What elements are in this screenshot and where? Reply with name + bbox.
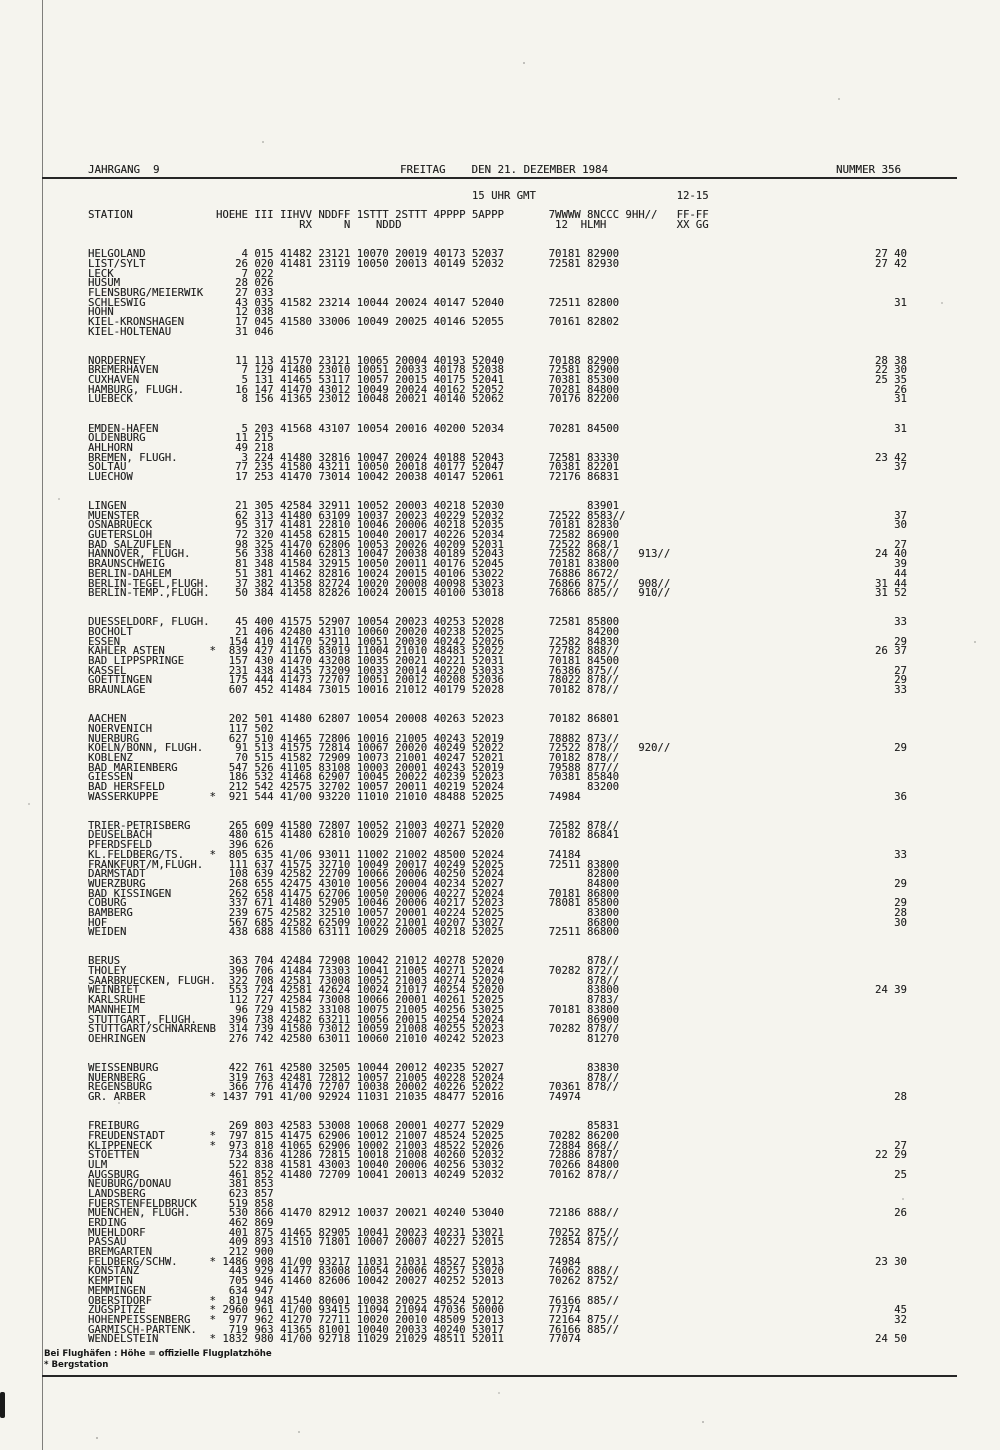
blank-line bbox=[88, 231, 907, 241]
table-row: HOF 567 685 42582 62509 10022 21001 40207 53027 86800 30 bbox=[88, 916, 907, 929]
table-row: STOETTEN 734 836 41286 72815 10018 21008 40260 52032 72886 8787/ 22 29 bbox=[88, 1149, 907, 1162]
table-row: WEINBIET 553 724 42581 42624 10024 21017 40254 52020 83800 24 39 bbox=[88, 984, 907, 997]
table-row: BRAUNLAGE 607 452 41484 73015 10016 21012 40179 52028 70182 878// 33 bbox=[88, 684, 907, 697]
masthead-rule bbox=[42, 177, 957, 179]
table-row: PASSAU 409 893 41510 71801 10007 20007 40227 52015 72854 875// bbox=[88, 1236, 620, 1249]
station-group bbox=[88, 1122, 907, 1345]
table-row: FUERSTENFELDBRUCK 519 858 bbox=[88, 1197, 274, 1210]
table-row: ZUGSPITZE * 2960 961 41/00 93415 11094 21094 47036 50000 77374 45 bbox=[88, 1304, 907, 1317]
table-row: BAD LIPPSPRINGE 157 430 41470 43208 10035 20021 40221 52031 70181 84500 bbox=[88, 655, 620, 668]
table-row: FREIBURG 269 803 42583 53008 10068 20001 40277 52029 85831 bbox=[88, 1120, 620, 1133]
table-row: TRIER-PETRISBERG 265 609 41580 72807 10052 21003 40271 52020 72582 878// bbox=[88, 819, 620, 832]
table-row: BAD SALZUFLEN 98 325 41470 62806 10053 20026 40209 52031 72522 868/1 27 bbox=[88, 538, 907, 551]
table-row: OLDENBURG 11 215 bbox=[88, 432, 274, 445]
table-row: FREUDENSTADT * 797 815 41475 62906 10012 21007 48524 52025 70282 86200 bbox=[88, 1129, 620, 1142]
table-row: LUEBECK 8 156 41365 23012 10048 20021 40140 52062 70176 82200 31 bbox=[88, 393, 907, 406]
table-row: SCHLESWIG 43 035 41582 23214 10044 20024 40147 52040 72511 82800 31 bbox=[88, 296, 907, 309]
masthead-date-label: FREITAG DEN 21. DEZEMBER 1984 bbox=[400, 163, 609, 176]
table-row: HANNOVER, FLUGH. 56 338 41460 62813 10047 20038 40189 52043 72582 868// 913// 24 40 bbox=[88, 548, 907, 561]
table-row: FLENSBURG/MEIERWIK 27 033 bbox=[88, 286, 274, 299]
table-row: BERLIN-DAHLEM 51 381 41462 82816 10024 20015 40106 53022 76886 8672/ 44 bbox=[88, 567, 907, 580]
bottom-rule bbox=[42, 1375, 957, 1377]
table-row: KONSTANZ 443 929 41477 83008 10054 20006 40257 53020 76062 888// bbox=[88, 1265, 620, 1278]
station-group bbox=[88, 502, 907, 599]
table-row: MUEHLDORF 401 875 41465 82905 10041 20023 40231 53021 70252 875// bbox=[88, 1226, 620, 1239]
table-row: HUSUM 28 026 bbox=[88, 277, 274, 290]
table-row: HOHENPEISSENBERG * 977 962 41270 72711 10020 20010 48509 52013 72164 875// 32 bbox=[88, 1313, 907, 1326]
table-row: DEUSELBACH 480 615 41480 62810 10029 21007 40267 52020 70182 86841 bbox=[88, 829, 620, 842]
scan-noise-specks bbox=[0, 0, 2, 2]
table-row: FELDBERG/SCHW. * 1486 908 41/00 93217 11031 21031 48527 52013 74984 23 30 bbox=[88, 1255, 907, 1268]
table-row: KLIPPENECK * 973 818 41065 62906 10002 21003 48522 52026 72884 868// 27 bbox=[88, 1139, 907, 1152]
station-group bbox=[88, 715, 907, 802]
scan-left-edge-line bbox=[42, 0, 43, 1450]
station-groups bbox=[88, 250, 907, 1345]
table-row: COBURG 337 671 41480 52905 10046 20006 40217 52023 78081 85800 29 bbox=[88, 897, 907, 910]
station-group bbox=[88, 1064, 907, 1103]
table-row: KIEL-HOLTENAU 31 046 bbox=[88, 325, 274, 338]
table-row: OBERSTDORF * 810 948 41540 80601 10038 20025 48524 52012 76166 885// bbox=[88, 1294, 620, 1307]
table-row: BREMGARTEN 212 900 bbox=[88, 1246, 274, 1259]
table-row: AUGSBURG 461 852 41480 72709 10041 20013 40249 52032 70162 878// 25 bbox=[88, 1168, 907, 1181]
table-row: GUETERSLOH 72 320 41458 62815 10040 20017 40226 52034 72582 86900 bbox=[88, 529, 620, 542]
masthead bbox=[0, 163, 1000, 175]
table-row: BRAUNSCHWEIG 81 348 41584 32915 10050 20011 40176 52045 70181 83800 39 bbox=[88, 558, 907, 571]
table-row: KL.FELDBERG/TS. * 805 635 41/06 93011 11002 21002 48500 52024 74184 33 bbox=[88, 848, 907, 861]
station-group bbox=[88, 422, 907, 483]
table-row: MUENSTER 62 313 41480 63109 10037 20023 40229 52032 72522 8583// 37 bbox=[88, 509, 907, 522]
footer-note-bergstation: * Bergstation bbox=[44, 1360, 109, 1370]
table-row: KAHLER ASTEN * 839 427 41165 83019 11004 21010 48483 52022 72782 888// 26 37 bbox=[88, 645, 907, 658]
table-row: NUERBURG 627 510 41465 72806 10016 21005 40243 52019 78882 873// bbox=[88, 732, 620, 745]
station-group bbox=[88, 250, 907, 337]
table-row: EMDEN-HAFEN 5 203 41568 43107 10054 20016 40200 52034 70281 84500 31 bbox=[88, 422, 907, 435]
table-row: OEHRINGEN 276 742 42580 63011 10060 21010 40242 52023 81270 bbox=[88, 1032, 620, 1045]
station-group bbox=[88, 957, 907, 1044]
scan-edge-blotch bbox=[0, 1392, 5, 1418]
table-row: HOHN 12 038 bbox=[88, 306, 274, 319]
table-row: DUESSELDORF, FLUGH. 45 400 41575 52907 10054 20023 40253 52028 72581 85800 33 bbox=[88, 616, 907, 629]
table-row: NORDERNEY 11 113 41570 23121 10065 20004 40193 52040 70188 82900 28 38 bbox=[88, 354, 907, 367]
table-row: BAMBERG 239 675 42582 32510 10057 20001 40224 52025 83800 28 bbox=[88, 906, 907, 919]
column-header-line1: STATION HOEHE III IIHVV NDDFF 1STTT 2STTT 4PPPP 5APPP 7WWWW 8NCCC 9HH// FF-FF bbox=[88, 209, 709, 222]
table-row: WUERZBURG 268 655 42475 43010 10056 20004 40234 52027 84800 29 bbox=[88, 877, 907, 890]
table-row: REGENSBURG 366 776 41470 72707 10038 20002 40226 52022 70361 878// bbox=[88, 1081, 620, 1094]
table-row: WEIDEN 438 688 41580 63111 10029 20005 40218 52025 72511 86800 bbox=[88, 926, 620, 939]
table-row: LINGEN 21 305 42584 32911 10052 20003 40218 52030 83901 bbox=[88, 500, 620, 513]
table-row: KARLSRUHE 112 727 42584 73008 10066 20001 40261 52025 8783/ bbox=[88, 994, 620, 1007]
table-row: BERLIN-TEMP.,FLUGH. 50 384 41458 82826 10024 20015 40100 53018 76866 885// 910// 31 52 bbox=[88, 587, 907, 600]
table-row: STUTTGART, FLUGH. 396 738 42482 63211 10056 20015 40254 52024 86900 bbox=[88, 1013, 620, 1026]
station-group bbox=[88, 819, 907, 939]
table-row: BERLIN-TEGEL,FLUGH. 37 382 41358 82724 10020 20008 40098 53023 76866 875// 908// 31 44 bbox=[88, 577, 907, 590]
station-group bbox=[88, 618, 907, 696]
table-row: GIESSEN 186 532 41468 62907 10045 20022 40239 52023 70381 85840 bbox=[88, 771, 620, 784]
table-row: KOELN/BONN, FLUGH. 91 513 41575 72814 10067 20020 40249 52022 72522 878// 920// 29 bbox=[88, 742, 907, 755]
table-row: AHLHORN 49 218 bbox=[88, 441, 274, 454]
table-row: HAMBURG, FLUGH. 16 147 41470 43012 10049 20024 40162 52052 70281 84800 26 bbox=[88, 383, 907, 396]
table-row: ULM 522 838 41581 43003 10040 20006 40256 53032 70266 84800 bbox=[88, 1158, 620, 1171]
table-row: OSNABRUECK 95 317 41481 22810 10046 20006 40218 52035 70181 82830 30 bbox=[88, 519, 907, 532]
station-group bbox=[88, 354, 907, 406]
table-row: BAD MARIENBERG 547 526 41105 83108 10003 20001 40243 52019 79588 877// bbox=[88, 761, 620, 774]
table-row: STUTTGART/SCHNARRENB 314 739 41580 73012 10059 21008 40255 52023 70282 878// bbox=[88, 1023, 620, 1036]
table-row: KASSEL 231 438 41435 73209 10033 20014 40220 53033 76386 875// 27 bbox=[88, 664, 907, 677]
table-row: BREMEN, FLUGH. 3 224 41480 32816 10047 20024 40188 52043 72581 83330 23 42 bbox=[88, 451, 907, 464]
table-row: MUENCHEN, FLUGH. 530 866 41470 82912 10037 20021 40240 53040 72186 888// 26 bbox=[88, 1207, 907, 1220]
table-row: WASSERKUPPE * 921 544 41/00 93220 11010 21010 48488 52025 74984 36 bbox=[88, 790, 907, 803]
table-row: KIEL-KRONSHAGEN 17 045 41580 33006 10049 20025 40146 52055 70161 82802 bbox=[88, 315, 620, 328]
table-row: HELGOLAND 4 015 41482 23121 10070 20019 40173 52037 70181 82900 27 40 bbox=[88, 248, 907, 261]
table-row: GR. ARBER * 1437 791 41/00 92924 11031 21035 48477 52016 74974 28 bbox=[88, 1091, 907, 1104]
table-row: DARMSTADT 108 639 42582 22709 10066 20006 40250 52024 82800 bbox=[88, 868, 620, 881]
table-row: MEMMINGEN 634 947 bbox=[88, 1284, 274, 1297]
table-row: WENDELSTEIN * 1832 980 41/00 92718 11029 21029 48511 52011 77074 24 50 bbox=[88, 1333, 907, 1346]
table-row: SAARBRUECKEN, FLUGH. 322 708 42581 73008 10052 21003 40274 52020 878// bbox=[88, 974, 620, 987]
table-row: BREMERHAVEN 7 129 41480 23010 10051 20033 40178 52038 72581 82900 22 30 bbox=[88, 364, 907, 377]
table-row: LUECHOW 17 253 41470 73014 10042 20038 40147 52061 72176 86831 bbox=[88, 470, 620, 483]
table-row: BOCHOLT 21 406 42480 43110 10060 20020 40238 52025 84200 bbox=[88, 626, 620, 638]
time-header-line: 15 UHR GMT 12-15 bbox=[88, 190, 709, 202]
table-row: THOLEY 396 706 41484 73303 10041 21005 40271 52024 70282 872// bbox=[88, 965, 620, 978]
table-row: NOERVENICH 117 502 bbox=[88, 722, 274, 735]
table-row: PFERDSFELD 396 626 bbox=[88, 839, 274, 852]
masthead-nummer-label: NUMMER 356 bbox=[836, 163, 902, 176]
table-row: CUXHAVEN 5 131 41465 53117 10057 20015 40175 52041 70381 85300 25 35 bbox=[88, 374, 907, 387]
table-row: AACHEN 202 501 41480 62807 10054 20008 40263 52023 70182 86801 bbox=[88, 713, 620, 726]
table-row: WEISSENBURG 422 761 42580 32505 10044 20012 40235 52027 83830 bbox=[88, 1062, 620, 1074]
table-row: LIST/SYLT 26 020 41481 23119 10050 20013 40149 52032 72581 82930 27 42 bbox=[88, 257, 907, 270]
table-row: KEMPTEN 705 946 41460 82606 10042 20027 40252 52013 70262 8752/ bbox=[88, 1275, 620, 1288]
masthead-jahrgang-label: JAHRGANG 9 bbox=[88, 163, 160, 176]
table-row: SOLTAU 77 235 41580 43211 10050 20018 40177 52047 70381 82201 37 bbox=[88, 461, 907, 474]
table-row: ERDING 462 869 bbox=[88, 1217, 274, 1230]
table-row: MANNHEIM 96 729 41582 33108 10075 21005 40256 53025 70181 83800 bbox=[88, 1003, 620, 1016]
weather-observation-table bbox=[88, 192, 907, 1364]
table-row: LECK 7 022 bbox=[88, 267, 274, 280]
table-row: NUERNBERG 319 763 42481 72812 10057 21005 40228 52024 878// bbox=[88, 1071, 620, 1084]
table-row: BAD HERSFELD 212 542 42575 32702 10057 20011 40219 52024 83200 bbox=[88, 781, 620, 794]
table-row: GARMISCH-PARTENK. 719 963 41365 81001 10040 20033 40240 53017 76166 885// bbox=[88, 1323, 620, 1336]
footer-notes bbox=[44, 1349, 272, 1371]
table-row: NEUBURG/DONAU 381 853 bbox=[88, 1178, 274, 1191]
table-row: KOBLENZ 70 515 41582 72909 10073 21001 40247 52021 70182 878// bbox=[88, 751, 620, 764]
column-header-line2: RX N NDDD 12 HLMH XX GG bbox=[88, 219, 709, 232]
table-row: FRANKFURT/M,FLUGH. 111 637 41575 32710 10049 20017 40249 52025 72511 83800 bbox=[88, 858, 620, 871]
table-row: ESSEN 154 410 41470 52911 10051 20030 40242 52026 72582 84830 29 bbox=[88, 635, 907, 648]
table-row: LANDSBERG 623 857 bbox=[88, 1187, 274, 1200]
table-row: BERUS 363 704 42484 72908 10042 21012 40278 52020 878// bbox=[88, 955, 620, 968]
table-row: BAD KISSINGEN 262 658 41475 62706 10050 20006 40227 52024 70181 86800 bbox=[88, 887, 620, 900]
table-row: GOETTINGEN 175 444 41473 72707 10051 20012 40208 52036 78022 878// 29 bbox=[88, 674, 907, 687]
footer-note-flugplatzhoehe: Bei Flughäfen : Höhe = offizielle Flugplatzhöhe bbox=[44, 1349, 272, 1359]
